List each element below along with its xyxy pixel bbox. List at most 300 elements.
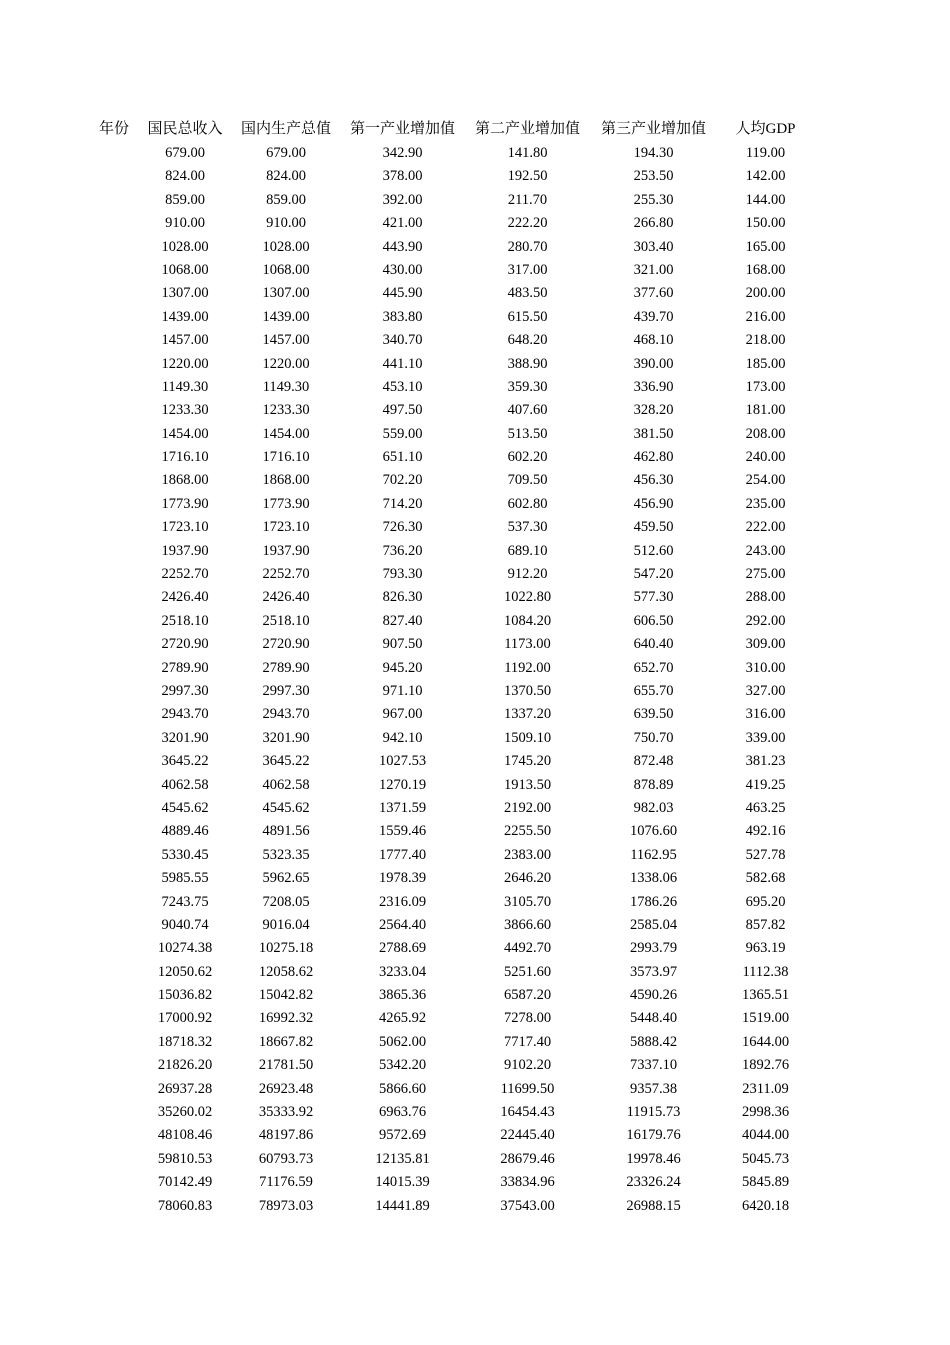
cell-gni: 1233.30 — [161, 402, 209, 419]
cell-tertiary: 1162.95 — [630, 846, 677, 863]
table-row — [0, 540, 950, 563]
cell-gdp: 4891.56 — [262, 823, 310, 840]
cell-primary: 702.20 — [382, 472, 423, 489]
cell-secondary: 602.80 — [507, 495, 548, 512]
cell-gni: 2720.90 — [161, 636, 209, 653]
cell-tertiary: 878.89 — [633, 776, 674, 793]
table-row — [0, 633, 950, 656]
cell-gdp: 26923.48 — [258, 1080, 314, 1097]
cell-primary: 5062.00 — [378, 1033, 427, 1050]
table-row — [0, 1078, 950, 1101]
table-row — [0, 610, 950, 633]
table-row — [0, 282, 950, 305]
cell-gni: 5330.45 — [161, 846, 209, 863]
cell-secondary: 222.20 — [507, 215, 548, 232]
cell-primary: 2564.40 — [378, 916, 427, 933]
cell-per-capita-gdp: 292.00 — [745, 612, 786, 629]
cell-per-capita-gdp: 144.00 — [745, 191, 786, 208]
cell-primary: 453.10 — [382, 378, 423, 395]
cell-secondary: 359.30 — [507, 378, 548, 395]
cell-gdp: 10275.18 — [258, 940, 314, 957]
table-row — [0, 1031, 950, 1054]
cell-per-capita-gdp: 150.00 — [745, 215, 786, 232]
cell-tertiary: 321.00 — [633, 261, 674, 278]
cell-gni: 1068.00 — [161, 261, 209, 278]
cell-tertiary: 456.90 — [633, 495, 674, 512]
table-row — [0, 774, 950, 797]
cell-primary: 383.80 — [382, 308, 423, 325]
cell-gdp: 78973.03 — [258, 1197, 314, 1214]
table-row — [0, 493, 950, 516]
cell-gni: 910.00 — [165, 215, 205, 232]
header-per-capita-prefix: 人均 — [735, 121, 766, 137]
cell-per-capita-gdp: 165.00 — [745, 238, 786, 255]
table-row — [0, 937, 950, 960]
cell-gni: 679.00 — [165, 145, 205, 161]
cell-gni: 4889.46 — [161, 823, 209, 840]
table-row — [0, 446, 950, 469]
cell-tertiary: 26988.15 — [626, 1197, 681, 1214]
header-year: 年份 — [98, 121, 129, 137]
cell-gni: 12050.62 — [157, 963, 213, 980]
cell-gdp: 5962.65 — [262, 870, 310, 887]
cell-primary: 1978.39 — [378, 870, 427, 887]
cell-gni: 4062.58 — [161, 776, 209, 793]
cell-per-capita-gdp: 119.00 — [745, 145, 786, 161]
cell-secondary: 1913.50 — [503, 776, 552, 793]
cell-tertiary: 456.30 — [633, 472, 674, 489]
cell-secondary: 1022.80 — [503, 589, 552, 606]
cell-primary: 378.00 — [382, 168, 423, 185]
cell-tertiary: 462.80 — [633, 449, 674, 466]
table-row — [0, 750, 950, 773]
cell-gni: 59810.53 — [157, 1150, 213, 1167]
cell-secondary: 1745.20 — [503, 753, 552, 770]
cell-gdp: 1149.30 — [262, 378, 310, 395]
cell-gni: 1716.10 — [161, 449, 209, 466]
table-row — [0, 1007, 950, 1030]
cell-secondary: 1084.20 — [503, 612, 552, 629]
cell-primary: 443.90 — [382, 238, 423, 255]
cell-gni: 7243.75 — [161, 893, 209, 910]
table-row — [0, 727, 950, 750]
cell-per-capita-gdp: 288.00 — [745, 589, 786, 606]
cell-gdp: 1220.00 — [262, 355, 310, 372]
cell-gdp: 1028.00 — [262, 238, 310, 255]
cell-per-capita-gdp: 963.19 — [745, 940, 786, 957]
cell-gdp: 1457.00 — [262, 332, 310, 349]
cell-gdp: 5323.35 — [262, 846, 310, 863]
cell-gni: 18718.32 — [157, 1033, 213, 1050]
cell-gdp: 21781.50 — [258, 1057, 314, 1074]
cell-secondary: 709.50 — [507, 472, 548, 489]
cell-primary: 340.70 — [382, 332, 423, 349]
cell-primary: 4265.92 — [378, 1010, 427, 1027]
table-row — [0, 1195, 950, 1218]
table-row — [0, 142, 950, 165]
cell-per-capita-gdp: 142.00 — [745, 168, 786, 185]
table-row — [0, 259, 950, 282]
cell-gdp: 1723.10 — [262, 519, 310, 536]
cell-secondary: 3105.70 — [503, 893, 552, 910]
cell-per-capita-gdp: 254.00 — [745, 472, 786, 489]
table-row — [0, 797, 950, 820]
cell-per-capita-gdp: 857.82 — [745, 916, 786, 933]
cell-primary: 392.00 — [382, 191, 423, 208]
cell-gdp: 910.00 — [266, 215, 306, 232]
cell-per-capita-gdp: 200.00 — [745, 285, 786, 302]
table-row — [0, 820, 950, 843]
header-primary-industry: 第一产业增加值 — [349, 121, 455, 137]
table-row — [0, 1054, 950, 1077]
table-row — [0, 212, 950, 235]
table-row — [0, 984, 950, 1007]
table-row — [0, 1124, 950, 1147]
cell-primary: 826.30 — [382, 589, 423, 606]
cell-per-capita-gdp: 173.00 — [745, 378, 786, 395]
cell-tertiary: 606.50 — [633, 612, 674, 629]
cell-per-capita-gdp: 1892.76 — [741, 1057, 790, 1074]
cell-tertiary: 328.20 — [633, 402, 674, 419]
cell-tertiary: 16179.76 — [626, 1127, 681, 1144]
cell-tertiary: 11915.73 — [626, 1104, 681, 1121]
cell-per-capita-gdp: 208.00 — [745, 425, 786, 442]
cell-tertiary: 253.50 — [633, 168, 674, 185]
table-row — [0, 586, 950, 609]
cell-gdp: 1868.00 — [262, 472, 310, 489]
cell-tertiary: 7337.10 — [629, 1057, 678, 1074]
cell-per-capita-gdp: 275.00 — [745, 566, 786, 583]
cell-per-capita-gdp: 222.00 — [745, 519, 786, 536]
cell-gni: 21826.20 — [157, 1057, 213, 1074]
cell-gni: 78060.83 — [157, 1197, 213, 1214]
cell-per-capita-gdp: 6420.18 — [741, 1197, 790, 1214]
cell-tertiary: 750.70 — [633, 729, 674, 746]
cell-gni: 1307.00 — [161, 285, 209, 302]
cell-gni: 1028.00 — [161, 238, 209, 255]
cell-per-capita-gdp: 381.23 — [745, 753, 786, 770]
cell-tertiary: 377.60 — [633, 285, 674, 302]
cell-primary: 3233.04 — [378, 963, 427, 980]
cell-primary: 1777.40 — [378, 846, 427, 863]
cell-primary: 14015.39 — [375, 1174, 430, 1191]
cell-per-capita-gdp: 527.78 — [745, 846, 786, 863]
cell-primary: 559.00 — [382, 425, 423, 442]
cell-gni: 2426.40 — [161, 589, 209, 606]
cell-gdp: 71176.59 — [259, 1174, 313, 1191]
table-row — [0, 961, 950, 984]
cell-gdp: 16992.32 — [258, 1010, 314, 1027]
cell-gni: 26937.28 — [157, 1080, 213, 1097]
cell-gdp: 35333.92 — [258, 1104, 314, 1121]
cell-per-capita-gdp: 327.00 — [745, 682, 786, 699]
cell-primary: 5866.60 — [378, 1080, 427, 1097]
table-row — [0, 680, 950, 703]
cell-primary: 441.10 — [382, 355, 423, 372]
cell-secondary: 2255.50 — [503, 823, 552, 840]
cell-per-capita-gdp: 339.00 — [745, 729, 786, 746]
cell-secondary: 2192.00 — [503, 799, 552, 816]
table-row — [0, 376, 950, 399]
cell-per-capita-gdp: 1112.38 — [742, 963, 789, 980]
cell-gni: 824.00 — [165, 168, 205, 185]
cell-per-capita-gdp: 218.00 — [745, 332, 786, 349]
cell-primary: 2788.69 — [378, 940, 427, 957]
cell-primary: 1559.46 — [378, 823, 427, 840]
table-row — [0, 399, 950, 422]
cell-primary: 945.20 — [382, 659, 423, 676]
cell-tertiary: 5888.42 — [629, 1033, 678, 1050]
cell-secondary: 912.20 — [507, 566, 548, 583]
cell-tertiary: 439.70 — [633, 308, 674, 325]
cell-gdp: 1454.00 — [262, 425, 310, 442]
cell-gni: 35260.02 — [157, 1104, 213, 1121]
cell-primary: 726.30 — [382, 519, 423, 536]
cell-tertiary: 640.40 — [633, 636, 674, 653]
cell-secondary: 388.90 — [507, 355, 548, 372]
cell-tertiary: 4590.26 — [629, 987, 678, 1004]
cell-secondary: 483.50 — [507, 285, 548, 302]
cell-gni: 1149.30 — [161, 378, 209, 395]
table-row — [0, 329, 950, 352]
cell-gni: 1439.00 — [161, 308, 209, 325]
cell-secondary: 141.80 — [507, 145, 548, 161]
cell-gni: 10274.38 — [157, 940, 213, 957]
cell-per-capita-gdp: 168.00 — [745, 261, 786, 278]
cell-gdp: 7208.05 — [262, 893, 310, 910]
cell-gni: 1457.00 — [161, 332, 209, 349]
cell-per-capita-gdp: 5845.89 — [741, 1174, 790, 1191]
cell-secondary: 317.00 — [507, 261, 548, 278]
cell-per-capita-gdp: 2998.36 — [741, 1104, 790, 1121]
cell-gdp: 1307.00 — [262, 285, 310, 302]
cell-gni: 9040.74 — [161, 916, 209, 933]
cell-secondary: 22445.40 — [500, 1127, 555, 1144]
table-row — [0, 703, 950, 726]
cell-per-capita-gdp: 309.00 — [745, 636, 786, 653]
cell-per-capita-gdp: 695.20 — [745, 893, 786, 910]
cell-secondary: 537.30 — [507, 519, 548, 536]
cell-primary: 14441.89 — [375, 1197, 430, 1214]
cell-gdp: 15042.82 — [258, 987, 314, 1004]
table-row — [0, 423, 950, 446]
cell-per-capita-gdp: 1365.51 — [741, 987, 790, 1004]
cell-tertiary: 194.30 — [633, 145, 674, 161]
cell-gdp: 1233.30 — [262, 402, 310, 419]
cell-tertiary: 9357.38 — [629, 1080, 678, 1097]
table-row — [0, 867, 950, 890]
cell-secondary: 3866.60 — [503, 916, 552, 933]
header-gdp: 国内生产总值 — [240, 121, 331, 137]
cell-gni: 3645.22 — [161, 753, 209, 770]
cell-primary: 6963.76 — [378, 1104, 427, 1121]
table-row — [0, 165, 950, 188]
cell-gni: 1773.90 — [161, 495, 209, 512]
cell-primary: 2316.09 — [378, 893, 427, 910]
cell-gni: 17000.92 — [157, 1010, 213, 1027]
cell-secondary: 28679.46 — [500, 1150, 555, 1167]
cell-primary: 714.20 — [382, 495, 423, 512]
cell-secondary: 192.50 — [507, 168, 548, 185]
table-row — [0, 353, 950, 376]
header-gni: 国民总收入 — [147, 121, 223, 137]
cell-primary: 827.40 — [382, 612, 423, 629]
cell-gdp: 2720.90 — [262, 636, 310, 653]
table-row — [0, 1148, 950, 1171]
cell-gni: 859.00 — [165, 191, 205, 208]
cell-gni: 15036.82 — [157, 987, 213, 1004]
table-row — [0, 306, 950, 329]
cell-secondary: 5251.60 — [503, 963, 552, 980]
cell-gdp: 859.00 — [266, 191, 306, 208]
cell-primary: 5342.20 — [378, 1057, 427, 1074]
cell-gni: 2518.10 — [161, 612, 209, 629]
cell-primary: 1270.19 — [378, 776, 427, 793]
cell-per-capita-gdp: 582.68 — [745, 870, 786, 887]
table-row — [0, 657, 950, 680]
cell-tertiary: 639.50 — [633, 706, 674, 723]
cell-primary: 12135.81 — [375, 1150, 430, 1167]
cell-per-capita-gdp: 240.00 — [745, 449, 786, 466]
cell-secondary: 1509.10 — [503, 729, 552, 746]
cell-primary: 942.10 — [382, 729, 423, 746]
cell-gdp: 2426.40 — [262, 589, 310, 606]
cell-secondary: 648.20 — [507, 332, 548, 349]
cell-tertiary: 512.60 — [633, 542, 674, 559]
table-row — [0, 844, 950, 867]
cell-secondary: 615.50 — [507, 308, 548, 325]
cell-secondary: 602.20 — [507, 449, 548, 466]
cell-per-capita-gdp: 235.00 — [745, 495, 786, 512]
cell-gni: 1868.00 — [161, 472, 209, 489]
cell-gdp: 9016.04 — [262, 916, 310, 933]
table-row — [0, 1171, 950, 1194]
header-tertiary-industry: 第三产业增加值 — [600, 121, 706, 137]
cell-primary: 430.00 — [382, 261, 423, 278]
cell-tertiary: 5448.40 — [629, 1010, 678, 1027]
cell-secondary: 11699.50 — [500, 1080, 555, 1097]
cell-primary: 971.10 — [382, 682, 423, 699]
cell-gni: 70142.49 — [157, 1174, 213, 1191]
cell-primary: 9572.69 — [378, 1127, 427, 1144]
cell-tertiary: 1076.60 — [629, 823, 678, 840]
cell-gni: 48108.46 — [157, 1127, 213, 1144]
cell-gdp: 1773.90 — [262, 495, 310, 512]
cell-secondary: 689.10 — [507, 542, 548, 559]
cell-primary: 421.00 — [382, 215, 423, 232]
cell-gdp: 1937.90 — [262, 542, 310, 559]
cell-primary: 3865.36 — [378, 987, 427, 1004]
cell-tertiary: 655.70 — [633, 682, 674, 699]
cell-primary: 342.90 — [382, 145, 423, 161]
cell-tertiary: 577.30 — [633, 589, 674, 606]
cell-tertiary: 2585.04 — [629, 916, 678, 933]
header-per-capita-suffix: GDP — [765, 121, 796, 137]
cell-tertiary: 266.80 — [633, 215, 674, 232]
table-row — [0, 914, 950, 937]
cell-gdp: 1439.00 — [262, 308, 310, 325]
table-row — [0, 189, 950, 212]
cell-tertiary: 23326.24 — [626, 1174, 681, 1191]
cell-primary: 1027.53 — [378, 753, 427, 770]
cell-per-capita-gdp: 2311.09 — [742, 1080, 789, 1097]
cell-gni: 2789.90 — [161, 659, 209, 676]
cell-secondary: 2646.20 — [503, 870, 552, 887]
cell-secondary: 4492.70 — [503, 940, 552, 957]
cell-secondary: 33834.96 — [500, 1174, 555, 1191]
cell-secondary: 1192.00 — [504, 659, 551, 676]
cell-gni: 1220.00 — [161, 355, 209, 372]
cell-secondary: 1173.00 — [504, 636, 551, 653]
cell-primary: 793.30 — [382, 566, 423, 583]
cell-tertiary: 652.70 — [633, 659, 674, 676]
cell-primary: 1371.59 — [378, 799, 427, 816]
cell-primary: 497.50 — [382, 402, 423, 419]
cell-gdp: 1716.10 — [262, 449, 310, 466]
table-row — [0, 563, 950, 586]
cell-secondary: 9102.20 — [503, 1057, 552, 1074]
cell-gni: 5985.55 — [161, 870, 209, 887]
cell-secondary: 407.60 — [507, 402, 548, 419]
cell-gni: 1937.90 — [161, 542, 209, 559]
cell-primary: 651.10 — [382, 449, 423, 466]
cell-secondary: 1337.20 — [503, 706, 552, 723]
cell-tertiary: 547.20 — [633, 566, 674, 583]
cell-gni: 2997.30 — [161, 682, 209, 699]
cell-tertiary: 1338.06 — [629, 870, 678, 887]
cell-gni: 2943.70 — [161, 706, 209, 723]
cell-gdp: 2789.90 — [262, 659, 310, 676]
cell-gdp: 3201.90 — [262, 729, 310, 746]
cell-gdp: 3645.22 — [262, 753, 310, 770]
cell-secondary: 6587.20 — [503, 987, 552, 1004]
cell-per-capita-gdp: 185.00 — [745, 355, 786, 372]
cell-gdp: 2518.10 — [262, 612, 310, 629]
table-row — [0, 236, 950, 259]
cell-gdp: 4545.62 — [262, 799, 310, 816]
cell-secondary: 2383.00 — [503, 846, 552, 863]
cell-tertiary: 2993.79 — [629, 940, 678, 957]
cell-gdp: 12058.62 — [258, 963, 314, 980]
table-header-row — [0, 116, 950, 142]
cell-tertiary: 255.30 — [633, 191, 674, 208]
table-body — [0, 142, 950, 1218]
cell-secondary: 7717.40 — [503, 1033, 552, 1050]
cell-gdp: 1068.00 — [262, 261, 310, 278]
cell-per-capita-gdp: 5045.73 — [741, 1150, 790, 1167]
header-secondary-industry: 第二产业增加值 — [474, 121, 580, 137]
cell-tertiary: 390.00 — [633, 355, 674, 372]
cell-gdp: 4062.58 — [262, 776, 310, 793]
cell-per-capita-gdp: 181.00 — [745, 402, 786, 419]
cell-per-capita-gdp: 492.16 — [745, 823, 786, 840]
cell-gdp: 2943.70 — [262, 706, 310, 723]
header-per-capita-gdp — [718, 116, 813, 142]
cell-gni: 4545.62 — [161, 799, 209, 816]
cell-gni: 2252.70 — [161, 566, 209, 583]
cell-per-capita-gdp: 243.00 — [745, 542, 786, 559]
cell-gdp: 18667.82 — [258, 1033, 314, 1050]
cell-per-capita-gdp: 463.25 — [745, 799, 786, 816]
cell-tertiary: 1786.26 — [629, 893, 678, 910]
cell-tertiary: 872.48 — [633, 753, 674, 770]
cell-tertiary: 19978.46 — [626, 1150, 681, 1167]
cell-per-capita-gdp: 419.25 — [745, 776, 786, 793]
cell-gni: 1723.10 — [161, 519, 209, 536]
cell-gdp: 48197.86 — [258, 1127, 314, 1144]
cell-tertiary: 303.40 — [633, 238, 674, 255]
cell-primary: 736.20 — [382, 542, 423, 559]
